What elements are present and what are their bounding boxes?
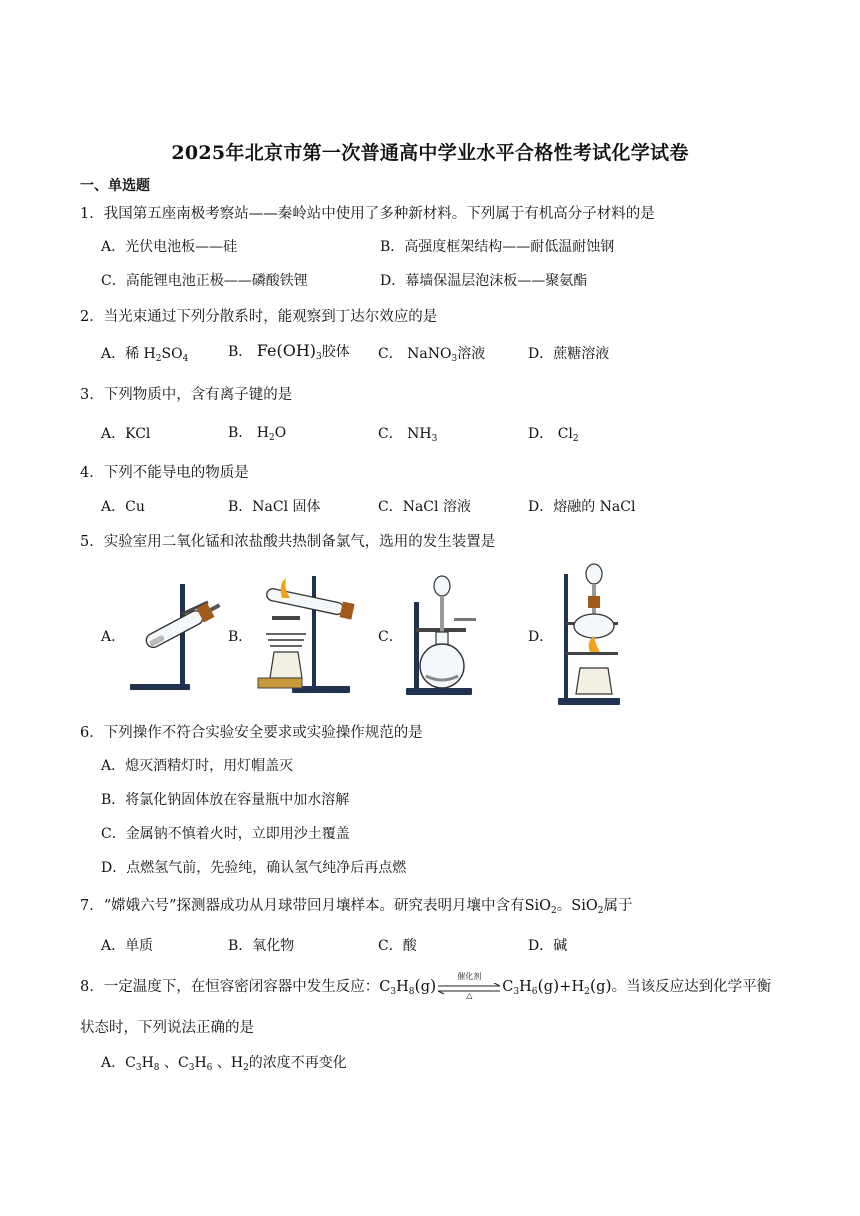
stem-text: 8．一定温度下，在恒容密闭容器中发生反应： (80, 979, 380, 995)
formula: Cl (557, 426, 573, 442)
reactant-formula: $C_3H_8(g)$ (379, 976, 437, 997)
subscript: 2 (572, 434, 579, 444)
formula: NaNO (407, 346, 452, 362)
test-tube (266, 588, 345, 616)
stand-rod (180, 584, 185, 686)
question-1-option-a[interactable]: A．光伏电池板——硅 (101, 239, 238, 255)
option-text: A． (101, 1055, 126, 1071)
question-1-option-c[interactable]: C．高能锂电池正极——磷酸铁锂 (101, 273, 308, 289)
question-3-option-d[interactable] (528, 423, 579, 443)
option-text: 胶体 (321, 344, 350, 360)
question-3-option-c[interactable] (378, 423, 437, 443)
subscript: 4 (182, 354, 189, 364)
question-6-option-c[interactable]: C．金属钠不慎着火时，立即用沙土覆盖 (101, 826, 350, 842)
funnel-stem (440, 596, 444, 632)
question-1-stem: 1．我国第五座南极考察站——秦岭站中使用了多种新材料。下列属于有机高分子材料的是 (80, 206, 655, 222)
catalyst-label: 催化剂 (457, 972, 482, 981)
question-4-option-a[interactable]: A．Cu (101, 499, 145, 515)
subscript: 2 (551, 906, 557, 916)
question-6-stem: 6．下列操作不符合实验安全要求或实验操作规范的是 (80, 725, 423, 741)
stem-text: 属于 (603, 898, 633, 914)
formula: (OH) (276, 341, 317, 360)
delivery-tube (210, 603, 221, 611)
question-2-option-b[interactable] (228, 341, 350, 361)
option-text: 的浓度不再变化 (248, 1055, 347, 1071)
side-tube (454, 618, 476, 621)
option-text: SO (161, 346, 183, 362)
formula: Fe (256, 341, 277, 360)
question-4-stem: 4．下列不能导电的物质是 (80, 465, 249, 481)
separatory-funnel (586, 564, 602, 584)
formula: SiO (571, 898, 598, 914)
apparatus-a-image (122, 574, 232, 694)
stem-text: 。 (556, 898, 572, 914)
question-5-option-d[interactable]: D． (528, 629, 554, 645)
option-text: A．稀 H (101, 346, 156, 362)
question-8-stem-line2: 状态时，下列说法正确的是 (80, 1020, 254, 1036)
question-4-option-c[interactable]: C．NaCl 溶液 (378, 499, 471, 515)
question-4-option-d[interactable]: D．熔融的 NaCl (528, 499, 636, 515)
stopper (588, 596, 600, 608)
subscript: 2 (268, 433, 275, 443)
alcohol-lamp (270, 652, 302, 678)
option-text: B． (228, 425, 253, 441)
question-7-option-b[interactable]: B．氧化物 (228, 938, 295, 954)
reaction-arrow (436, 972, 502, 1000)
stand-rod (312, 576, 316, 688)
formula: NH (407, 426, 432, 442)
formula: SiO (524, 898, 552, 914)
wire-gauze (266, 634, 306, 646)
question-3-stem: 3．下列物质中，含有离子键的是 (80, 387, 293, 403)
question-8-option-a[interactable] (101, 1052, 347, 1072)
question-7-stem (80, 894, 632, 915)
separatory-funnel (434, 576, 450, 596)
alcohol-lamp (576, 668, 612, 694)
option-text: C． (378, 346, 403, 362)
heat-label: △ (466, 991, 473, 1000)
product-formula: $C_3H_6(g)+H_2(g)$ (502, 976, 612, 997)
stand-rod (564, 574, 568, 700)
round-bottom-flask (574, 614, 614, 638)
tripod-ring (272, 616, 300, 620)
question-7-option-c[interactable]: C．酸 (378, 938, 417, 954)
question-7-option-d[interactable]: D．碱 (528, 938, 568, 954)
option-text: 溶液 (457, 346, 486, 362)
question-3-option-a[interactable]: A．KCl (101, 426, 151, 442)
question-6-option-d[interactable]: D．点燃氢气前，先验纯，确认氢气纯净后再点燃 (101, 860, 407, 876)
subscript: 2 (597, 906, 604, 916)
apparatus-d-image (552, 560, 632, 708)
question-4-option-b[interactable]: B．NaCl 固体 (228, 499, 321, 515)
apparatus-c-image (402, 572, 487, 700)
subscript: 3 (451, 354, 458, 364)
question-2-option-a[interactable] (101, 343, 188, 363)
subscript: 3 (316, 352, 322, 362)
question-5-option-b[interactable]: B． (228, 629, 253, 645)
section-heading: 一、单选题 (80, 178, 150, 194)
lamp-base (258, 678, 302, 688)
question-2-stem: 2．当光束通过下列分散系时，能观察到丁达尔效应的是 (80, 309, 438, 325)
stand-rod (414, 602, 419, 690)
stem-text: 。当该反应达到化学平衡 (611, 979, 772, 995)
option-text: D． (528, 426, 554, 442)
option-text: C． (378, 426, 403, 442)
subscript: 3 (431, 434, 438, 444)
question-2-option-d[interactable]: D．蔗糖溶液 (528, 346, 610, 362)
formula: O (274, 425, 287, 441)
question-7-option-a[interactable]: A．单质 (101, 938, 154, 954)
stem-text: 7．“嫦娥六号”探测器成功从月球带回月壤样本。研究表明月壤中含有 (80, 898, 525, 914)
question-6-option-b[interactable]: B．将氯化钠固体放在容量瓶中加水溶解 (101, 792, 350, 808)
question-3-option-b[interactable] (228, 422, 286, 442)
question-2-option-c[interactable] (378, 343, 485, 363)
apparatus-b-image (252, 574, 367, 696)
question-6-option-a[interactable]: A．熄灭酒精灯时，用灯帽盖灭 (101, 758, 294, 774)
question-8-stem (80, 972, 772, 1000)
question-5-option-c[interactable]: C． (378, 629, 403, 645)
ring-support (566, 652, 618, 655)
formula: $C_3H_8$ 、$C_3H_6$ 、$H_2$ (125, 1055, 249, 1073)
question-1-option-d[interactable]: D．幕墙保温层泡沫板——聚氨酯 (380, 273, 588, 289)
question-5-option-a[interactable]: A． (101, 629, 126, 645)
subscript: 2 (155, 354, 162, 364)
formula: H (256, 425, 269, 441)
page-title: 2025年北京市第一次普通高中学业水平合格性考试化学试卷 (171, 142, 689, 164)
question-1-option-b[interactable]: B．高强度框架结构——耐低温耐蚀钢 (380, 239, 615, 255)
option-text: B． (228, 344, 253, 360)
question-5-stem: 5．实验室用二氧化锰和浓盐酸共热制备氯气，选用的发生装置是 (80, 534, 496, 550)
